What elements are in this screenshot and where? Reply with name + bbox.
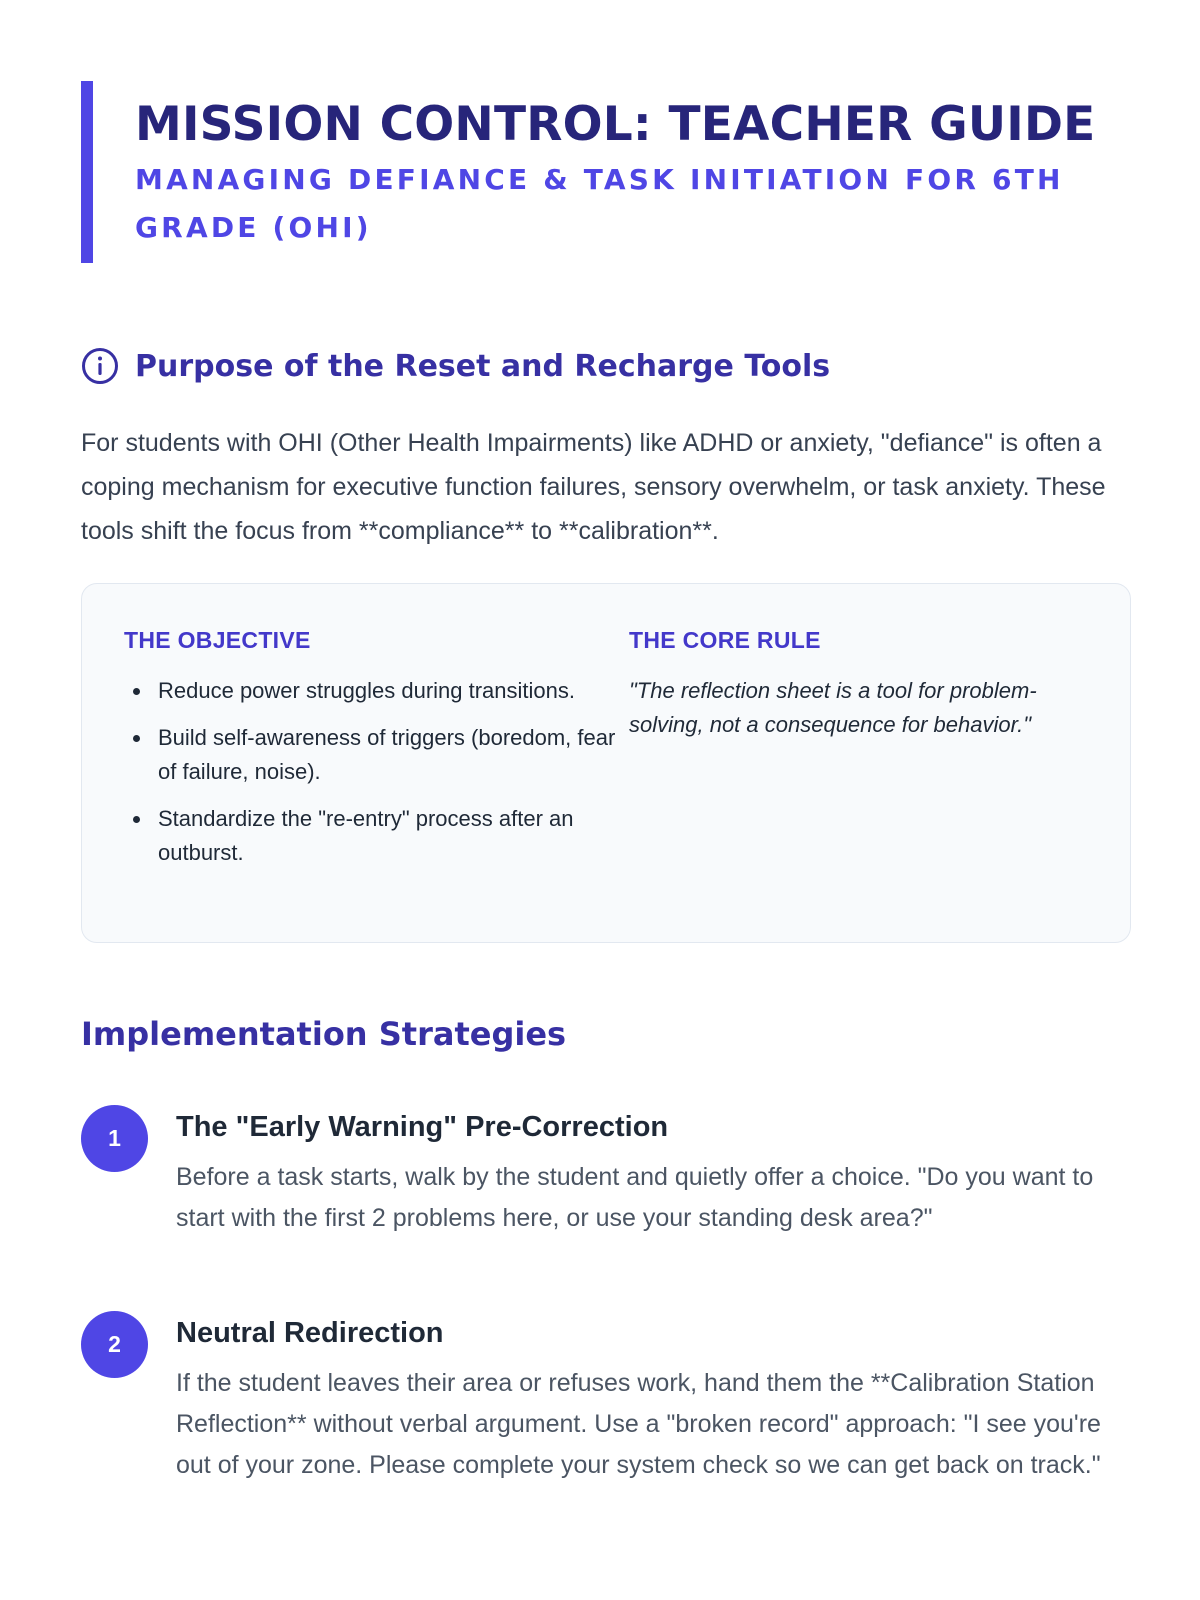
objective-list — [124, 674, 629, 870]
core-rule-quote: "The reflection sheet is a tool for problem-solving, not a consequence for behavior." — [629, 678, 1037, 737]
objective-column — [124, 626, 629, 942]
info-icon — [81, 347, 119, 385]
purpose-intro: For students with OHI (Other Health Impairments) like ADHD or anxiety, "defiance" is often a coping mechanism for executive function failures, sensory overwhelm, or task anxiety. These tools shift the focus from **compliance** to **calibration**. — [81, 429, 1106, 545]
list-item: Standardize the "re-entry" process after an outburst. — [124, 802, 629, 870]
strategy-title: The "Early Warning" Pre-Correction — [176, 1111, 669, 1143]
core-rule-column — [629, 626, 1088, 942]
core-rule-heading: THE CORE RULE — [629, 627, 821, 653]
purpose-heading — [81, 347, 1131, 385]
strategy-title: Neutral Redirection — [176, 1317, 444, 1349]
strategy-body: Before a task starts, walk by the student and quietly offer a choice. "Do you want to start with the first 2 problems here, or use your standing desk area?" — [176, 1163, 1094, 1232]
page-subtitle: MANAGING DEFIANCE & TASK INITIATION FOR 6TH GRADE (OHI) — [135, 163, 1064, 244]
list-item: Reduce power struggles during transitions. — [124, 674, 629, 708]
objective-heading: THE OBJECTIVE — [124, 627, 311, 653]
strategy-item — [81, 1103, 1131, 1239]
header-accent-bar — [81, 81, 93, 263]
implementation-section — [81, 1015, 1131, 1486]
implementation-title: Implementation Strategies — [81, 1015, 567, 1053]
teacher-guide-page — [81, 81, 1131, 1486]
step-number-badge: 2 — [81, 1311, 148, 1378]
guide-header — [81, 81, 1131, 263]
page-title: MISSION CONTROL: TEACHER GUIDE — [135, 97, 1096, 152]
step-number-badge: 1 — [81, 1105, 148, 1172]
purpose-section — [81, 347, 1131, 943]
strategy-body: If the student leaves their area or refuses work, hand them the **Calibration Station Reflection** without verbal argument. Use a "broken record" approach: "I see you're out of your zone. Please complete your system check so we can get back on track." — [176, 1369, 1101, 1479]
list-item: Build self-awareness of triggers (boredom, fear of failure, noise). — [124, 721, 629, 789]
objective-rule-box — [81, 583, 1131, 943]
purpose-title: Purpose of the Reset and Recharge Tools — [135, 348, 831, 384]
strategy-item — [81, 1309, 1131, 1486]
